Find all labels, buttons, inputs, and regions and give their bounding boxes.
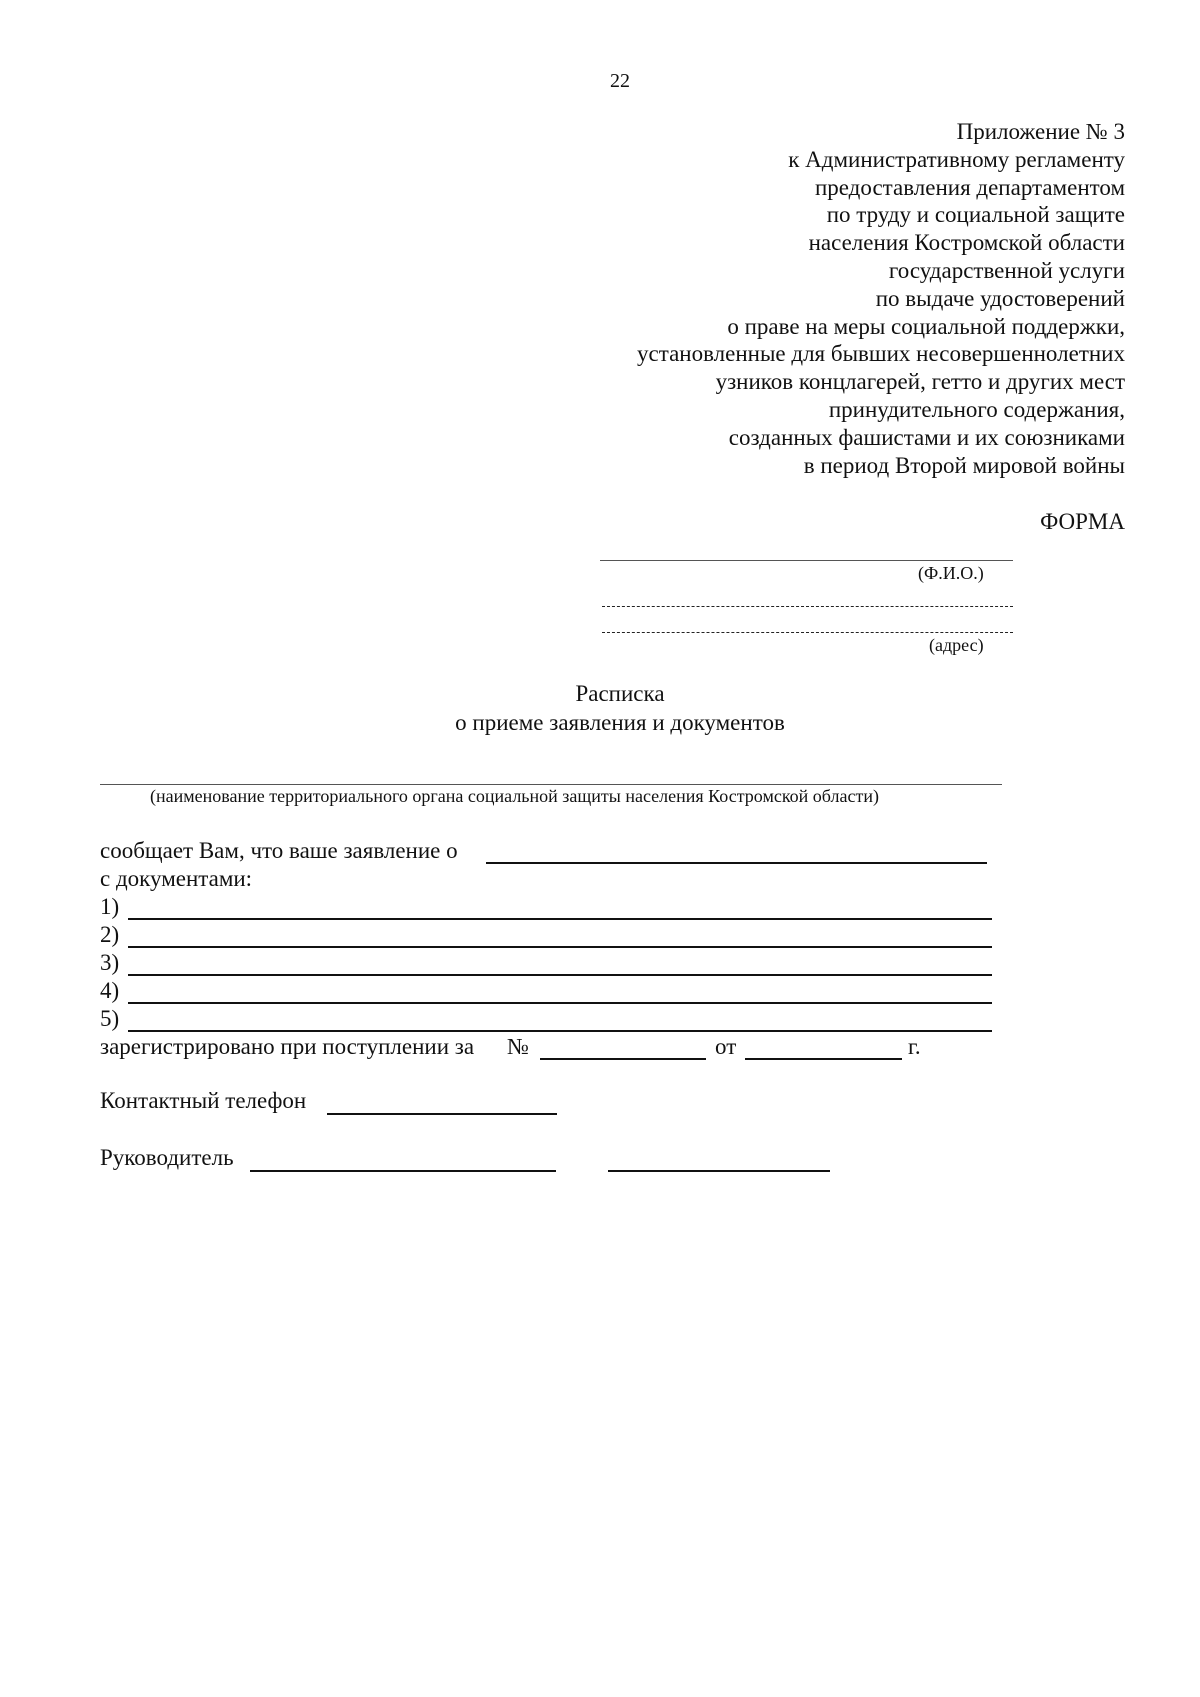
registration-number-field[interactable] [540,1058,706,1060]
address-line-2[interactable] [602,632,1013,633]
head-label: Руководитель [100,1145,234,1170]
document-field[interactable] [128,946,992,948]
fio-caption: (Ф.И.О.) [918,563,984,583]
organ-name-line[interactable] [100,784,1002,785]
from-label: от [715,1034,737,1059]
document-field[interactable] [128,974,992,976]
appendix-line: принудительного содержания, [828,396,1125,422]
appendix-line: по труду и социальной защите [826,202,1125,228]
statement-label: сообщает Вам, что ваше заявление о [100,838,458,863]
appendix-line: узников концлагерей, гетто и других мест [715,369,1125,395]
appendix-line: созданных фашистами и их союзниками [728,424,1125,450]
phone-label: Контактный телефон [100,1088,307,1113]
appendix-line: в период Второй мировой войны [803,452,1125,478]
document-subtitle: о приеме заявления и документов [455,710,785,735]
head-signature-field[interactable] [608,1170,830,1172]
appendix-line: к Административному регламенту [788,146,1125,172]
phone-field[interactable] [327,1113,557,1115]
statement-field[interactable] [486,862,987,864]
document-field[interactable] [128,1030,992,1032]
organ-caption: (наименование территориального органа социальной защиты населения Костромской области) [150,786,879,806]
appendix-line: населения Костромской области [808,230,1125,256]
number-sign: № [507,1034,529,1059]
document-number: 5) [100,1006,120,1031]
appendix-line: по выдаче удостоверений [875,285,1125,311]
appendix-line: предоставления департаментом [814,174,1125,200]
appendix-line: Приложение № 3 [956,119,1125,144]
page-number: 22 [610,70,630,92]
registration-date-field[interactable] [745,1058,902,1060]
document-number: 3) [100,950,120,975]
fio-line[interactable] [600,560,1013,561]
head-name-field[interactable] [250,1170,556,1172]
address-caption: (адрес) [929,635,984,655]
year-suffix: г. [908,1034,921,1059]
document-number: 1) [100,894,120,919]
document-field[interactable] [128,918,992,920]
document-number: 2) [100,922,120,947]
document-number: 4) [100,978,120,1003]
documents-label: с документами: [100,866,253,891]
appendix-line: о праве на меры социальной поддержки, [727,313,1125,339]
registered-label: зарегистрировано при поступлении за [100,1034,475,1059]
document-title: Расписка [575,681,665,706]
appendix-heading [637,118,1125,479]
appendix-line: государственной услуги [888,257,1125,283]
address-line-1[interactable] [602,606,1013,607]
appendix-line: установленные для бывших несовершеннолетних [637,341,1125,367]
form-label: ФОРМА [1040,509,1125,534]
document-field[interactable] [128,1002,992,1004]
